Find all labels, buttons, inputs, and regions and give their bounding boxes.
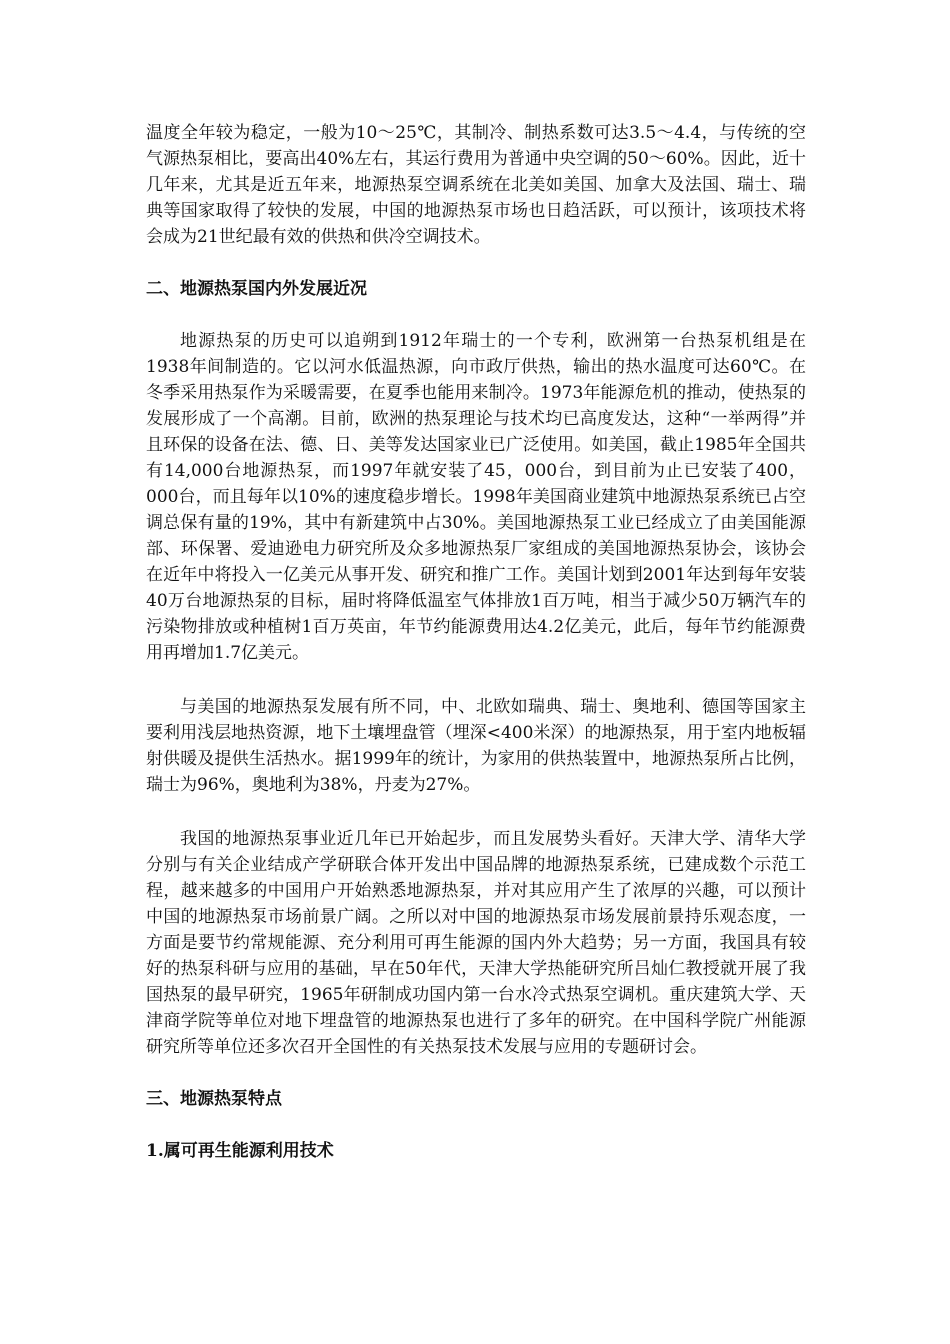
- section-heading-development: 二、地源热泵国内外发展近况: [146, 279, 367, 299]
- document-page: [146, 120, 806, 1164]
- china-paragraph: 我国的地源热泵事业近几年已开始起步，而且发展势头看好。天津大学、清华大学分别与有关企业结成产学研联合体开发出中国品牌的地源热泵系统，已建成数个示范工程，越来越多的中国用户开始熟悉地源热泵，并对其应用产生了浓厚的兴趣，可以预计中国的地源热泵市场前景广阔。之所以对中国的地源热泵市场发展前景持乐观态度，一方面是要节约常规能源、充分利用可再生能源的国内外大趋势；另一方面，我国具有较好的热泵科研与应用的基础，早在50年代，天津大学热能研究所吕灿仁教授就开展了我国热泵的最早研究，1965年研制成功国内第一台水冷式热泵空调机。重庆建筑大学、天津商学院等单位对地下埋盘管的地源热泵也进行了多年的研究。在中国科学院广州能源研究所等单位还多次召开全国性的有关热泵技术发展与应用的专题研讨会。: [146, 829, 806, 1057]
- section-heading-features: 三、地源热泵特点: [146, 1089, 282, 1109]
- history-paragraph: 地源热泵的历史可以追朔到1912年瑞士的一个专利，欧洲第一台热泵机组是在1938年间制造的。它以河水低温热源，向市政厅供热，输出的热水温度可达60℃。在冬季采用热泵作为采暖需要，在夏季也能用来制冷。1973年能源危机的推动，使热泵的发展形成了一个高潮。目前，欧洲的热泵理论与技术均已高度发达，这种“一举两得”并且环保的设备在法、德、日、美等发达国家业已广泛使用。如美国，截止1985年全国共有14,000台地源热泵，而1997年就安装了45，000台，到目前为止已安装了400，000台，而且每年以10%的速度稳步增长。1998年美国商业建筑中地源热泵系统已占空调总保有量的19%，其中有新建筑中占30%。美国地源热泵工业已经成立了由美国能源部、环保署、爱迪逊电力研究所及众多地源热泵厂家组成的美国地源热泵协会，该协会在近年中将投入一亿美元从事开发、研究和推广工作。美国计划到2001年达到每年安装40万台地源热泵的目标，届时将降低温室气体排放1百万吨，相当于减少50万辆汽车的污染物排放或种植树1百万英亩，年节约能源费用达4.2亿美元，此后，每年节约能源费用再增加1.7亿美元。: [146, 331, 806, 663]
- intro-paragraph: 温度全年较为稳定，一般为10～25℃，其制冷、制热系数可达3.5～4.4，与传统的空气源热泵相比，要高出40%左右，其运行费用为普通中央空调的50～60%。因此，近十几年来，尤其是近五年来，地源热泵空调系统在北美如美国、加拿大及法国、瑞士、瑞典等国家取得了较快的发展，中国的地源热泵市场也日趋活跃，可以预计，该项技术将会成为21世纪最有效的供热和供冷空调技术。: [146, 123, 806, 247]
- europe-paragraph: 与美国的地源热泵发展有所不同，中、北欧如瑞典、瑞士、奥地利、德国等国家主要利用浅层地热资源，地下土壤埋盘管（埋深<400米深）的地源热泵，用于室内地板辐射供暖及提供生活热水。据1999年的统计，为家用的供热装置中，地源热泵所占比例，瑞士为96%，奥地利为38%，丹麦为27%。: [146, 697, 806, 795]
- subsection-heading-renewable: 1.属可再生能源利用技术: [146, 1141, 334, 1161]
